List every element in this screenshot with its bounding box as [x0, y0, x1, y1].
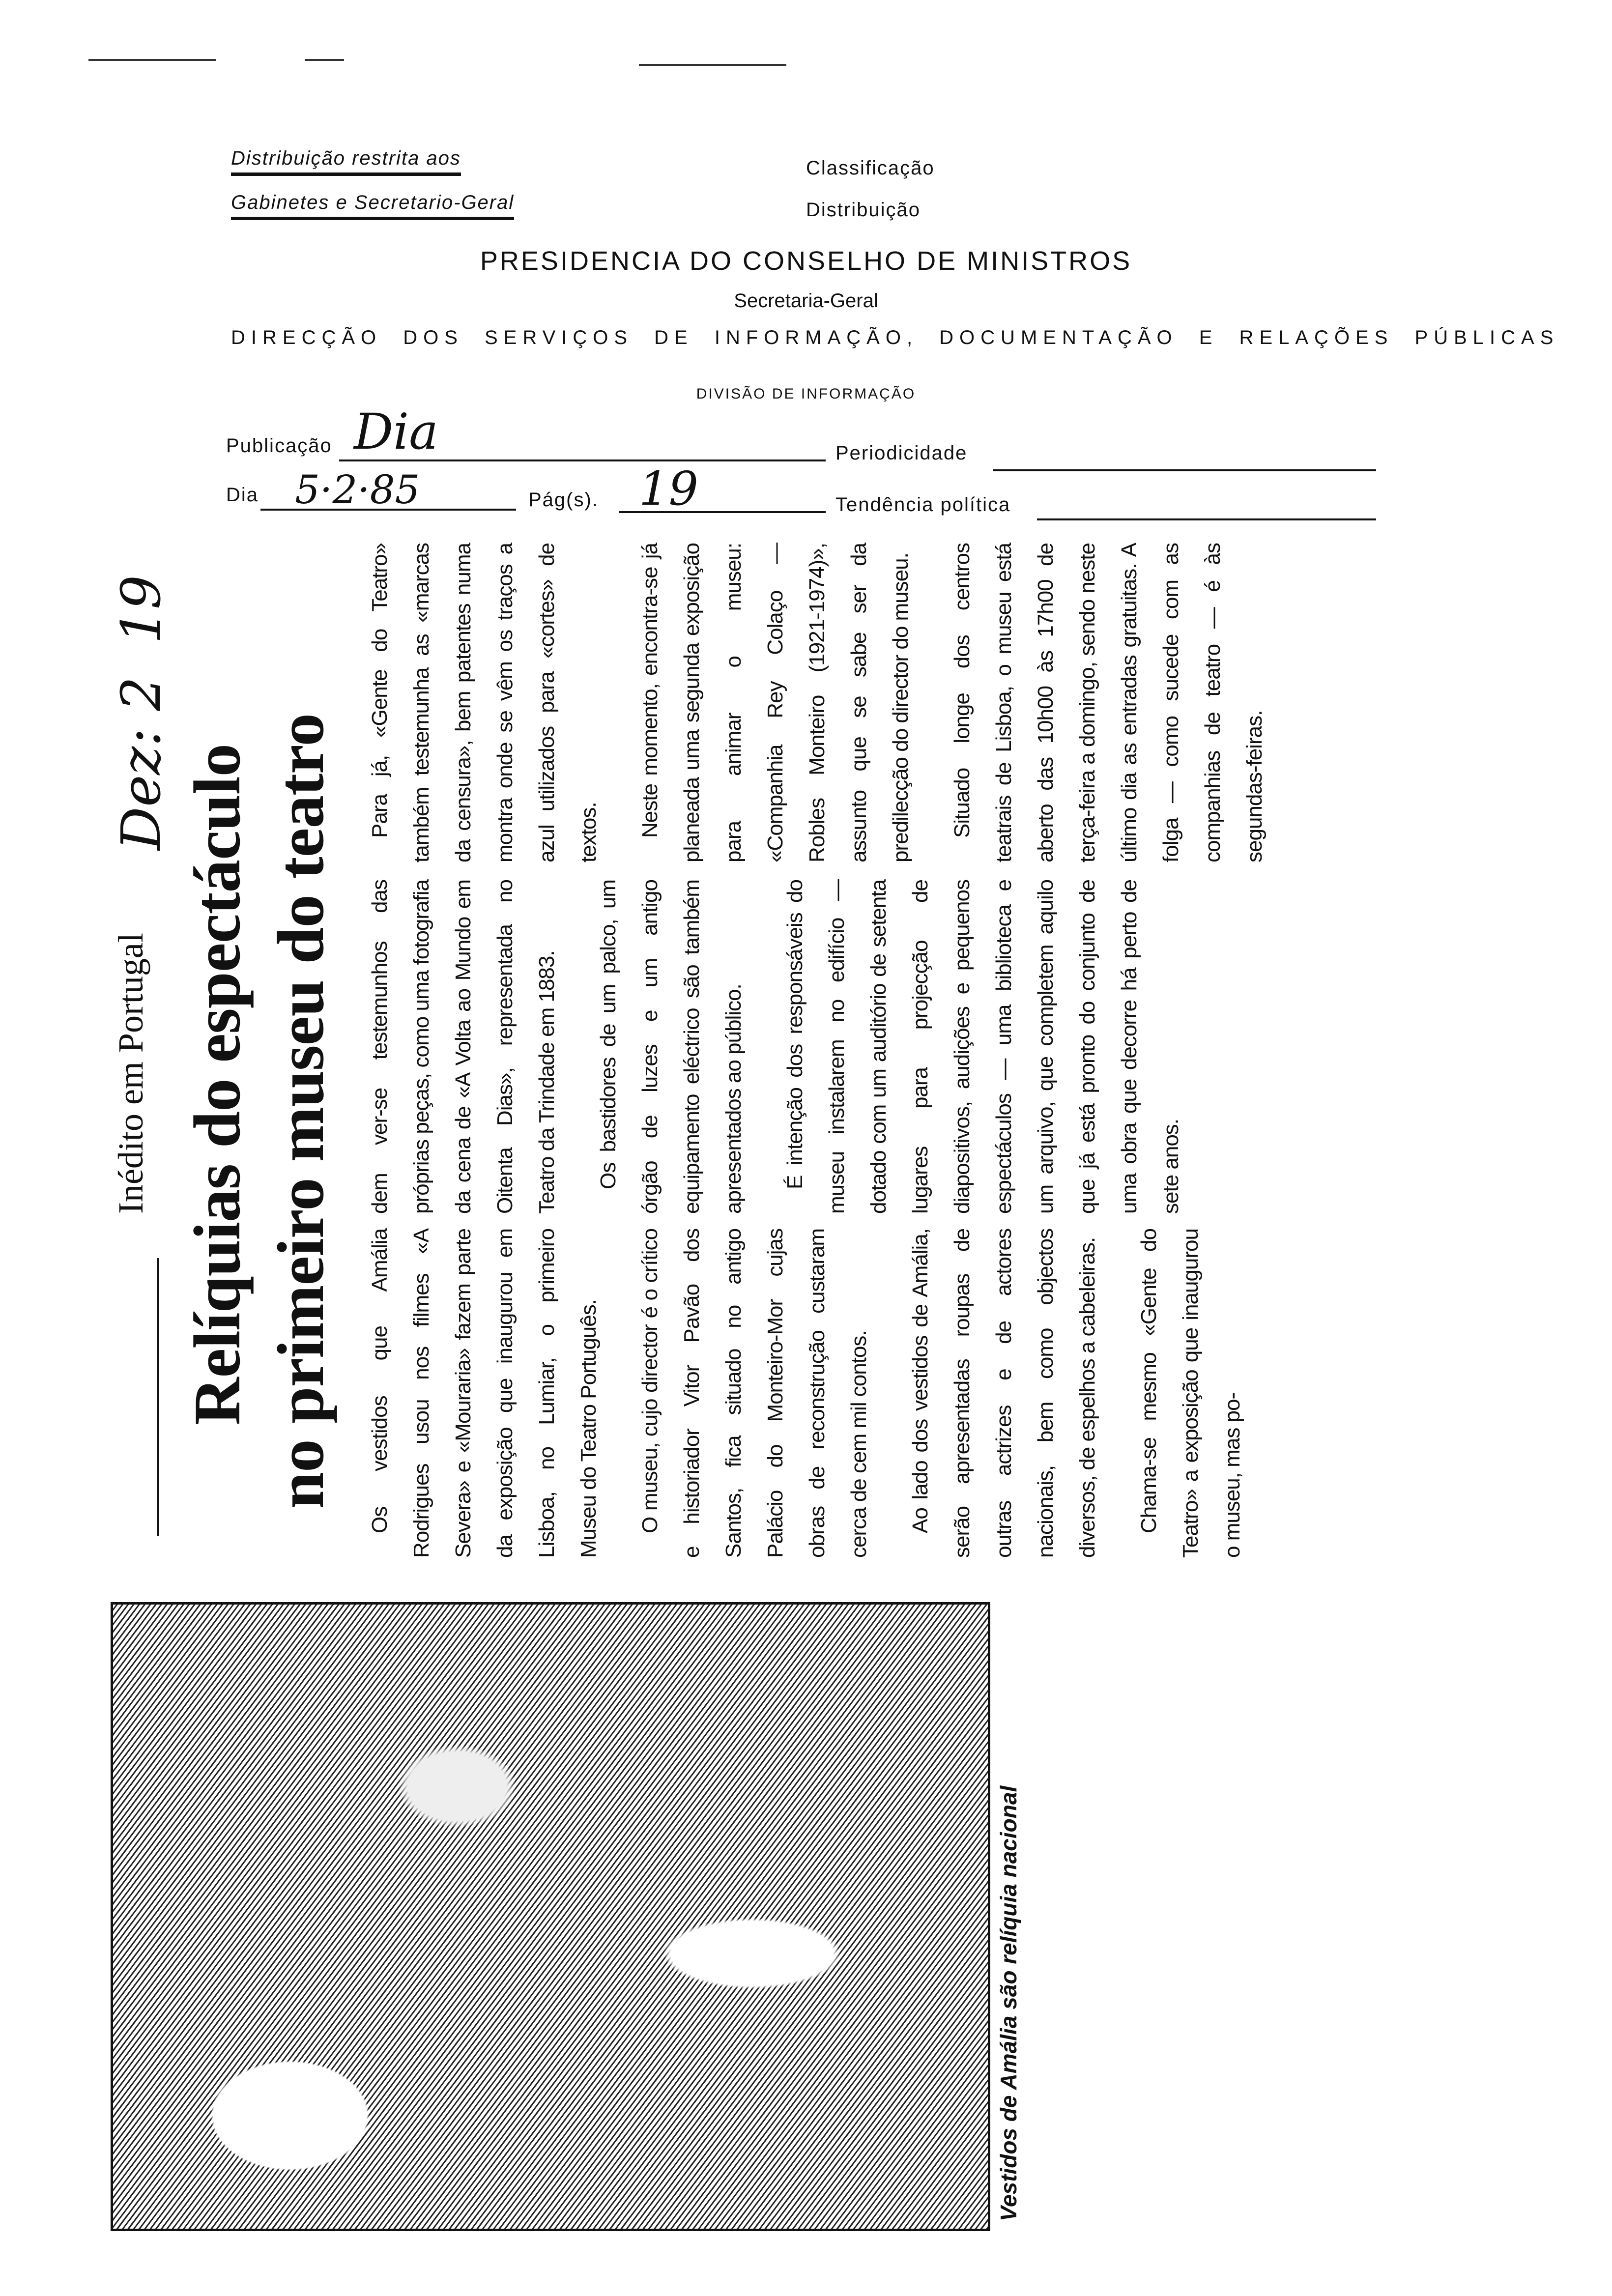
- article-kicker: Inédito em Portugal: [111, 933, 150, 1214]
- date-label: Dia: [226, 484, 259, 506]
- scan-mark: [305, 59, 344, 61]
- pages-field: [619, 511, 826, 513]
- publication-value: Dia: [354, 403, 438, 460]
- periodicity-field: [993, 469, 1376, 471]
- scan-mark: [88, 59, 216, 61]
- photo-caption: Vestidos de Amália são relíquia nacional: [996, 1785, 1021, 2221]
- newspaper-clipping: [110, 541, 1267, 2231]
- article-column-1: [359, 1229, 1253, 1558]
- distribution-restricted-line1: Distribuição restrita aos: [231, 147, 461, 176]
- headline-line1: Relíquias do espectáculo: [181, 744, 254, 1425]
- publication-label: Publicação: [226, 435, 332, 457]
- article-paragraph: Neste momento, encontra-se já planeada uma segunda exposição para animar o museu: «Companhia Rey Colaço — Robles Monteiro (1921-1974)», assunto que se sabe ser da predilecção do director do museu.: [638, 543, 913, 862]
- article-paragraph: Ao lado dos vestidos de Amália, serão apresentadas roupas de outras actrizes e de actores nacionais, bem como objectos diversos, de espelhos a cabeleiras.: [908, 1229, 1099, 1558]
- article-paragraph: dem ver-se testemunhos das próprias peças, como uma fotografia da cena de «A Volta ao Mundo em Oitenta Dias», representada no Teatro da Trindade em 1883.: [368, 880, 559, 1214]
- tendency-label: Tendência política: [835, 494, 1011, 516]
- division-heading: DIVISÃO DE INFORMAÇÃO: [696, 386, 916, 402]
- pages-label: Pág(s).: [528, 489, 599, 511]
- periodicity-label: Periodicidade: [835, 442, 968, 464]
- clipping-photo: [111, 1602, 990, 2231]
- date-value: 5·2·85: [295, 467, 420, 513]
- handwritten-note: Dez: 2: [110, 676, 173, 850]
- handwritten-page: 19: [110, 575, 173, 644]
- scan-mark: [639, 64, 786, 66]
- page-title: PRESIDENCIA DO CONSELHO DE MINISTROS: [480, 246, 1132, 276]
- article-paragraph: Situado longe dos centros teatrais de Lisboa, o museu está aberto das 10h00 às 17h00 de terça-feira a domingo, sendo neste último dia as entradas gratuitas. A folga — como sucede com as companhias de teatro — é às segundas-feiras.: [950, 543, 1267, 862]
- article-paragraph: Os bastidores de um palco, um órgão de luzes e um antigo equipamento eléctrico são também apresentados ao público.: [596, 880, 746, 1214]
- headline-line2: no primeiro museu do teatro: [264, 714, 338, 1509]
- article-paragraph: Os vestidos que Amália Rodrigues usou nos filmes «A Severa» e «Mouraria» fazem parte da exposição que inaugurou em Lisboa, no Lumiar, o primeiro Museu do Teatro Português.: [368, 1229, 601, 1558]
- page-subtitle: Secretaria-Geral: [734, 290, 878, 312]
- tendency-field: [1037, 518, 1376, 520]
- classification-label: Classificação: [806, 157, 935, 179]
- article-column-3: [359, 543, 1275, 862]
- article-column-2: [359, 880, 1192, 1214]
- article-paragraph: O museu, cujo director é o crítico e historiador Vitor Pavão dos Santos, fica situado no antigo Palácio do Monteiro-Mor cujas obras de reconstrução custaram cerca de cem mil contos.: [638, 1229, 871, 1558]
- distribution-label: Distribuição: [806, 199, 921, 221]
- publication-field: [339, 459, 826, 461]
- direction-heading: DIRECÇÃO DOS SERVIÇOS DE INFORMAÇÃO, DOCUMENTAÇÃO E RELAÇÕES PÚBLICAS: [231, 327, 1559, 348]
- kicker-rule: [157, 1258, 159, 1536]
- distribution-restricted-line2: Gabinetes e Secretario-Geral: [231, 192, 514, 220]
- article-paragraph: É intenção dos responsáveis do museu instalarem no edifício — dotado com um auditório de setenta lugares para projecção de diapositivos, audições e pequenos espectáculos — uma biblioteca e um arquivo, que completem aquilo que já está pronto do conjunto de uma obra que decorre há perto de sete anos.: [783, 880, 1183, 1214]
- article-paragraph: Chama-se mesmo «Gente do Teatro» a exposição que inaugurou o museu, mas po-: [1137, 1229, 1244, 1558]
- article-paragraph: Para já, «Gente do Teatro» também testemunha as «marcas da censura», bem patentes numa montra onde se vêm os traços a azul utilizados para «cortes» de textos.: [368, 543, 601, 862]
- pages-value: 19: [639, 462, 698, 516]
- date-field: [260, 509, 516, 511]
